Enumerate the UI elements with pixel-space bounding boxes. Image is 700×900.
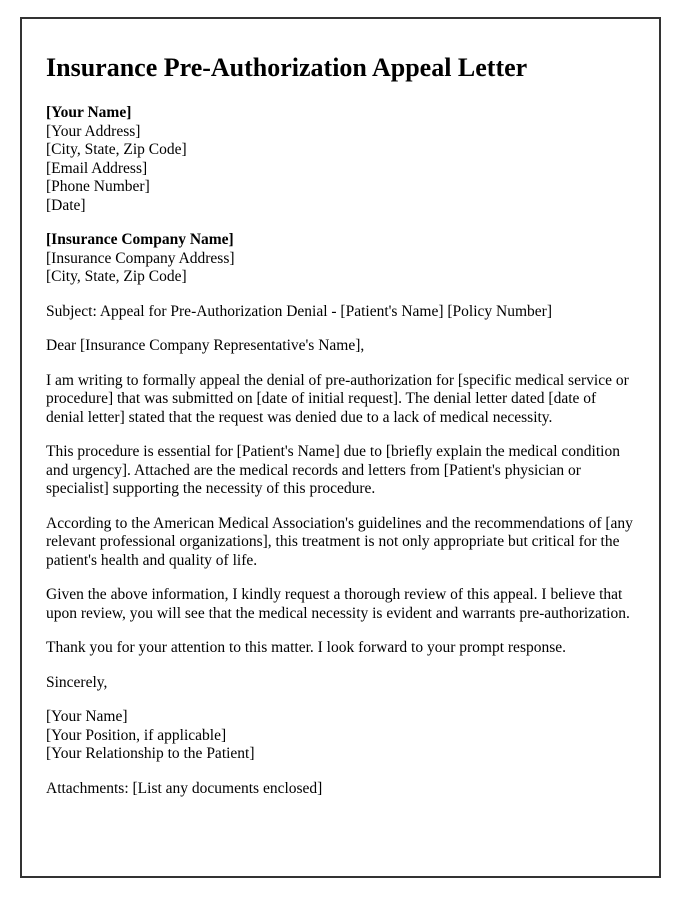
attachments-line: Attachments: [List any documents enclosed] bbox=[46, 779, 323, 797]
body-paragraph-necessity: This procedure is essential for [Patient's Name] due to [briefly explain the medical condition and urgency]. Attached are the medical records and letters from [Patient's physician or specialist] supporting the necessity of this procedure. bbox=[46, 443, 620, 497]
subject-line: Subject: Appeal for Pre-Authorization Denial - [Patient's Name] [Policy Number] bbox=[46, 302, 552, 320]
signature-block bbox=[46, 708, 633, 764]
body-paragraph-appeal: I am writing to formally appeal the denial of pre-authorization for [specific medical service or procedure] that was submitted on [date of initial request]. The denial letter dated [date of denial letter] stated that the request was denied due to a lack of medical necessity. bbox=[46, 371, 629, 426]
sender-phone-line: [Phone Number] bbox=[46, 178, 150, 195]
recipient-block bbox=[46, 231, 633, 287]
closing: Sincerely, bbox=[46, 673, 108, 691]
signature-relationship-line: [Your Relationship to the Patient] bbox=[46, 745, 255, 762]
sender-date-line: [Date] bbox=[46, 196, 86, 214]
body-paragraph-request-review: Given the above information, I kindly request a thorough review of this appeal. I believe that upon review, you will see that the medical necessity is evident and warrants pre-authorization. bbox=[46, 586, 630, 622]
salutation: Dear [Insurance Company Representative's Name], bbox=[46, 337, 365, 354]
sender-city-line: [City, State, Zip Code] bbox=[46, 141, 187, 158]
recipient-name: [Insurance Company Name] bbox=[46, 231, 234, 248]
body-paragraph-thanks: Thank you for your attention to this matter. I look forward to your prompt response. bbox=[46, 639, 567, 656]
recipient-address-line: [Insurance Company Address] bbox=[46, 249, 235, 267]
signature-name-line: [Your Name] bbox=[46, 708, 128, 725]
page-title: Insurance Pre-Authorization Appeal Letter bbox=[46, 53, 528, 82]
signature-position-line: [Your Position, if applicable] bbox=[46, 726, 227, 744]
recipient-city-line: [City, State, Zip Code] bbox=[46, 268, 187, 285]
body-paragraph-guidelines: According to the American Medical Association's guidelines and the recommendations of [any relevant professional organizations], this treatment is not only appropriate but critical for the patient's health and quality of life. bbox=[46, 514, 633, 569]
sender-block bbox=[46, 104, 633, 215]
sender-name: [Your Name] bbox=[46, 104, 132, 121]
sender-email-line: [Email Address] bbox=[46, 159, 148, 177]
document-page bbox=[20, 17, 661, 878]
sender-address-line: [Your Address] bbox=[46, 122, 141, 140]
